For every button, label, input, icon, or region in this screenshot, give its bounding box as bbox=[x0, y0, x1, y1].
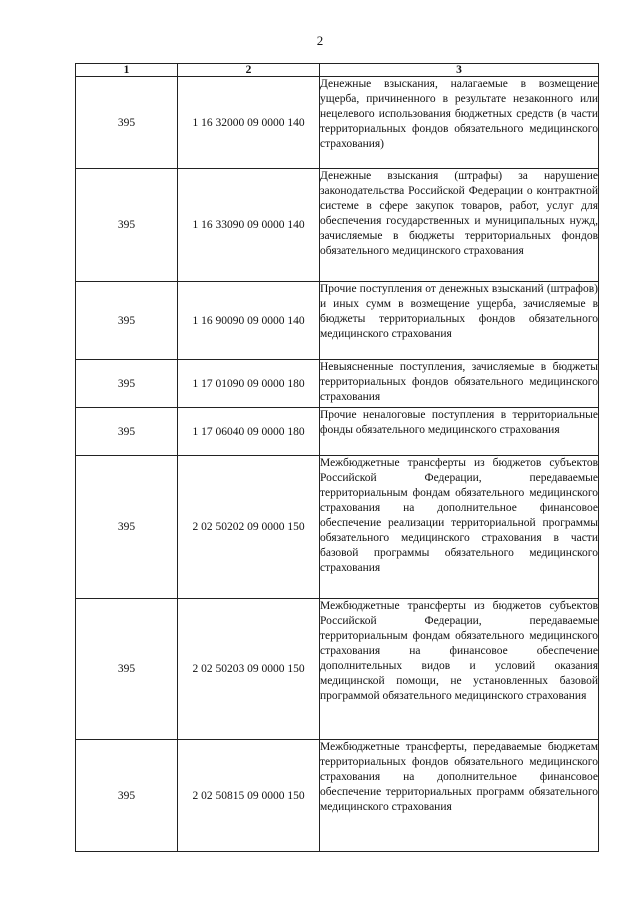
table-row bbox=[76, 169, 599, 282]
table-row bbox=[76, 740, 599, 852]
budget-code-cell: 2 02 50202 09 0000 150 bbox=[178, 456, 320, 599]
admin-code-cell: 395 bbox=[76, 408, 178, 456]
revenue-name-cell: Межбюджетные трансферты, передаваемые бюджетам территориальных фондов обязательного медицинского страхования на дополнительное финансовое обеспечение территориальных программ обязательного медицинского страхования bbox=[320, 740, 599, 852]
table-row bbox=[76, 456, 599, 599]
header-col-1: 1 bbox=[76, 64, 178, 77]
budget-code-cell: 1 16 32000 09 0000 140 bbox=[178, 77, 320, 169]
admin-code-cell: 395 bbox=[76, 360, 178, 408]
budget-codes-table bbox=[75, 63, 599, 852]
revenue-name-cell: Прочие поступления от денежных взысканий (штрафов) и иных сумм в возмещение ущерба, зачисляемые в бюджеты территориальных фондов обязательного медицинского страхования bbox=[320, 282, 599, 360]
table-row bbox=[76, 599, 599, 740]
admin-code-cell: 395 bbox=[76, 169, 178, 282]
budget-code-cell: 2 02 50203 09 0000 150 bbox=[178, 599, 320, 740]
admin-code-cell: 395 bbox=[76, 740, 178, 852]
budget-code-cell: 1 16 33090 09 0000 140 bbox=[178, 169, 320, 282]
header-col-3: 3 bbox=[320, 64, 599, 77]
revenue-name-cell: Денежные взыскания (штрафы) за нарушение законодательства Российской Федерации о контрактной системе в сфере закупок товаров, работ, услуг для обеспечения государственных и муниципальных нужд, зачисляемые в бюджеты территориальных фондов обязательного медицинского страхования bbox=[320, 169, 599, 282]
table-row bbox=[76, 360, 599, 408]
table-row bbox=[76, 282, 599, 360]
admin-code-cell: 395 bbox=[76, 456, 178, 599]
budget-code-cell: 1 17 01090 09 0000 180 bbox=[178, 360, 320, 408]
budget-code-cell: 1 16 90090 09 0000 140 bbox=[178, 282, 320, 360]
header-row bbox=[76, 64, 599, 77]
revenue-name-cell: Невыясненные поступления, зачисляемые в бюджеты территориальных фондов обязательного медицинского страхования bbox=[320, 360, 599, 408]
revenue-name-cell: Межбюджетные трансферты из бюджетов субъектов Российской Федерации, передаваемые территориальным фондам обязательного медицинского страхования на дополнительное финансовое обеспечение реализации территориальной программы обязательного медицинского страхования в части базовой программы обязательного медицинского страхования bbox=[320, 456, 599, 599]
revenue-name-cell: Межбюджетные трансферты из бюджетов субъектов Российской Федерации, передаваемые территориальным фондам обязательного медицинского страхования на финансовое обеспечение дополнительных видов и условий оказания медицинской помощи, не установленных базовой программой обязательного медицинского страхования bbox=[320, 599, 599, 740]
admin-code-cell: 395 bbox=[76, 282, 178, 360]
budget-code-cell: 1 17 06040 09 0000 180 bbox=[178, 408, 320, 456]
budget-code-cell: 2 02 50815 09 0000 150 bbox=[178, 740, 320, 852]
admin-code-cell: 395 bbox=[76, 77, 178, 169]
header-col-2: 2 bbox=[178, 64, 320, 77]
admin-code-cell: 395 bbox=[76, 599, 178, 740]
page-number: 2 bbox=[316, 33, 324, 48]
revenue-name-cell: Прочие неналоговые поступления в территориальные фонды обязательного медицинского страхования bbox=[320, 408, 599, 456]
table-row bbox=[76, 408, 599, 456]
table-row bbox=[76, 77, 599, 169]
revenue-name-cell: Денежные взыскания, налагаемые в возмещение ущерба, причиненного в результате незаконного или нецелевого использования бюджетных средств (в части территориальных фондов обязательного медицинского страхования) bbox=[320, 77, 599, 169]
